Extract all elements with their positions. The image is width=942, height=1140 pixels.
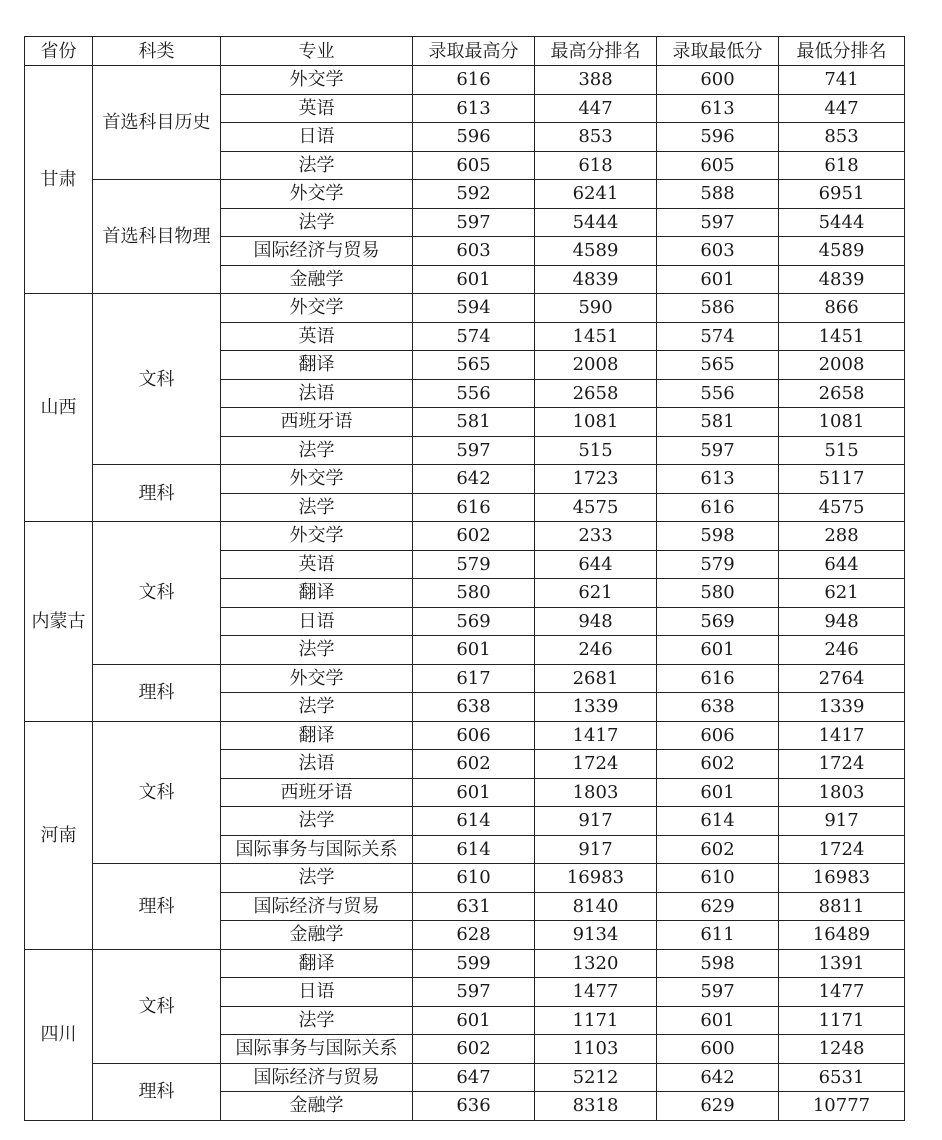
min-rank-cell: 246	[779, 636, 905, 665]
major-cell: 国际事务与国际关系	[221, 835, 413, 864]
min-rank-cell: 1477	[779, 978, 905, 1007]
min-rank-cell: 1417	[779, 721, 905, 750]
category-cell: 理科	[93, 465, 221, 522]
max-rank-cell: 246	[535, 636, 657, 665]
max-rank-cell: 16983	[535, 864, 657, 893]
max-score-cell: 602	[413, 1035, 535, 1064]
category-cell: 文科	[93, 949, 221, 1063]
max-score-cell: 617	[413, 664, 535, 693]
table-row	[25, 465, 905, 494]
min-rank-cell: 8811	[779, 892, 905, 921]
min-rank-cell: 10777	[779, 1092, 905, 1121]
min-score-cell: 601	[657, 636, 779, 665]
max-score-cell: 597	[413, 436, 535, 465]
major-cell: 法学	[221, 493, 413, 522]
header-category: 科类	[93, 37, 221, 66]
major-cell: 国际经济与贸易	[221, 892, 413, 921]
major-cell: 国际经济与贸易	[221, 1063, 413, 1092]
major-cell: 法学	[221, 208, 413, 237]
max-rank-cell: 9134	[535, 921, 657, 950]
max-rank-cell: 5212	[535, 1063, 657, 1092]
max-rank-cell: 1081	[535, 408, 657, 437]
max-rank-cell: 621	[535, 579, 657, 608]
max-rank-cell: 1723	[535, 465, 657, 494]
major-cell: 金融学	[221, 921, 413, 950]
major-cell: 法学	[221, 693, 413, 722]
max-rank-cell: 6241	[535, 180, 657, 209]
min-score-cell: 569	[657, 607, 779, 636]
min-rank-cell: 621	[779, 579, 905, 608]
major-cell: 西班牙语	[221, 778, 413, 807]
min-rank-cell: 853	[779, 123, 905, 152]
max-score-cell: 613	[413, 94, 535, 123]
max-score-cell: 574	[413, 322, 535, 351]
min-score-cell: 556	[657, 379, 779, 408]
major-cell: 翻译	[221, 721, 413, 750]
max-score-cell: 614	[413, 807, 535, 836]
min-score-cell: 600	[657, 66, 779, 95]
max-score-cell: 601	[413, 1006, 535, 1035]
max-score-cell: 601	[413, 778, 535, 807]
table-row	[25, 864, 905, 893]
major-cell: 法学	[221, 636, 413, 665]
min-rank-cell: 4839	[779, 265, 905, 294]
max-score-cell: 581	[413, 408, 535, 437]
min-score-cell: 600	[657, 1035, 779, 1064]
max-score-cell: 597	[413, 208, 535, 237]
max-score-cell: 601	[413, 636, 535, 665]
max-rank-cell: 4839	[535, 265, 657, 294]
min-score-cell: 579	[657, 550, 779, 579]
min-rank-cell: 5117	[779, 465, 905, 494]
max-score-cell: 594	[413, 294, 535, 323]
max-score-cell: 569	[413, 607, 535, 636]
major-cell: 法学	[221, 864, 413, 893]
min-rank-cell: 1803	[779, 778, 905, 807]
min-score-cell: 601	[657, 778, 779, 807]
min-rank-cell: 1081	[779, 408, 905, 437]
max-rank-cell: 1803	[535, 778, 657, 807]
major-cell: 外交学	[221, 66, 413, 95]
min-rank-cell: 288	[779, 522, 905, 551]
major-cell: 翻译	[221, 949, 413, 978]
min-rank-cell: 741	[779, 66, 905, 95]
max-rank-cell: 1417	[535, 721, 657, 750]
min-score-cell: 638	[657, 693, 779, 722]
max-score-cell: 616	[413, 493, 535, 522]
major-cell: 翻译	[221, 579, 413, 608]
major-cell: 法学	[221, 436, 413, 465]
table-row	[25, 949, 905, 978]
min-score-cell: 642	[657, 1063, 779, 1092]
min-rank-cell: 917	[779, 807, 905, 836]
major-cell: 英语	[221, 322, 413, 351]
min-rank-cell: 2658	[779, 379, 905, 408]
header-major: 专业	[221, 37, 413, 66]
min-score-cell: 574	[657, 322, 779, 351]
min-score-cell: 580	[657, 579, 779, 608]
major-cell: 外交学	[221, 465, 413, 494]
min-rank-cell: 866	[779, 294, 905, 323]
category-cell: 文科	[93, 294, 221, 465]
max-score-cell: 597	[413, 978, 535, 1007]
min-rank-cell: 4575	[779, 493, 905, 522]
max-score-cell: 638	[413, 693, 535, 722]
table-row	[25, 664, 905, 693]
max-score-cell: 636	[413, 1092, 535, 1121]
category-cell: 文科	[93, 522, 221, 665]
major-cell: 日语	[221, 607, 413, 636]
table-row	[25, 522, 905, 551]
table-row	[25, 1063, 905, 1092]
major-cell: 法语	[221, 379, 413, 408]
max-rank-cell: 1103	[535, 1035, 657, 1064]
max-score-cell: 603	[413, 237, 535, 266]
max-rank-cell: 5444	[535, 208, 657, 237]
min-rank-cell: 1724	[779, 750, 905, 779]
max-rank-cell: 515	[535, 436, 657, 465]
major-cell: 外交学	[221, 522, 413, 551]
min-score-cell: 597	[657, 436, 779, 465]
min-rank-cell: 16983	[779, 864, 905, 893]
category-cell: 首选科目历史	[93, 66, 221, 180]
province-cell: 山西	[25, 294, 93, 522]
category-cell: 理科	[93, 864, 221, 950]
min-score-cell: 613	[657, 465, 779, 494]
major-cell: 外交学	[221, 180, 413, 209]
min-score-cell: 597	[657, 978, 779, 1007]
max-rank-cell: 917	[535, 807, 657, 836]
category-cell: 理科	[93, 1063, 221, 1120]
admission-score-table	[24, 36, 905, 1121]
major-cell: 金融学	[221, 265, 413, 294]
max-rank-cell: 917	[535, 835, 657, 864]
min-rank-cell: 1451	[779, 322, 905, 351]
max-score-cell: 599	[413, 949, 535, 978]
max-rank-cell: 853	[535, 123, 657, 152]
major-cell: 法学	[221, 1006, 413, 1035]
table-row	[25, 180, 905, 209]
max-rank-cell: 590	[535, 294, 657, 323]
major-cell: 日语	[221, 978, 413, 1007]
min-score-cell: 606	[657, 721, 779, 750]
min-score-cell: 598	[657, 949, 779, 978]
min-rank-cell: 948	[779, 607, 905, 636]
max-rank-cell: 1451	[535, 322, 657, 351]
max-score-cell: 647	[413, 1063, 535, 1092]
max-rank-cell: 618	[535, 151, 657, 180]
max-score-cell: 614	[413, 835, 535, 864]
table-body	[25, 66, 905, 1121]
min-rank-cell: 1339	[779, 693, 905, 722]
max-score-cell: 616	[413, 66, 535, 95]
province-cell: 四川	[25, 949, 93, 1120]
min-rank-cell: 6951	[779, 180, 905, 209]
max-rank-cell: 388	[535, 66, 657, 95]
min-score-cell: 613	[657, 94, 779, 123]
header-min-score: 录取最低分	[657, 37, 779, 66]
header-max-rank: 最高分排名	[535, 37, 657, 66]
min-rank-cell: 2764	[779, 664, 905, 693]
major-cell: 英语	[221, 550, 413, 579]
min-rank-cell: 1724	[779, 835, 905, 864]
header-min-rank: 最低分排名	[779, 37, 905, 66]
max-rank-cell: 2658	[535, 379, 657, 408]
min-score-cell: 616	[657, 493, 779, 522]
province-cell: 甘肃	[25, 66, 93, 294]
major-cell: 法学	[221, 807, 413, 836]
min-score-cell: 588	[657, 180, 779, 209]
max-rank-cell: 948	[535, 607, 657, 636]
header-max-score: 录取最高分	[413, 37, 535, 66]
min-rank-cell: 5444	[779, 208, 905, 237]
min-score-cell: 610	[657, 864, 779, 893]
min-score-cell: 629	[657, 1092, 779, 1121]
max-score-cell: 602	[413, 750, 535, 779]
max-rank-cell: 2681	[535, 664, 657, 693]
max-rank-cell: 8140	[535, 892, 657, 921]
min-rank-cell: 447	[779, 94, 905, 123]
min-score-cell: 602	[657, 750, 779, 779]
min-rank-cell: 644	[779, 550, 905, 579]
min-rank-cell: 16489	[779, 921, 905, 950]
major-cell: 西班牙语	[221, 408, 413, 437]
min-score-cell: 605	[657, 151, 779, 180]
max-rank-cell: 8318	[535, 1092, 657, 1121]
min-score-cell: 601	[657, 265, 779, 294]
max-score-cell: 579	[413, 550, 535, 579]
min-score-cell: 597	[657, 208, 779, 237]
min-rank-cell: 1391	[779, 949, 905, 978]
table-row	[25, 66, 905, 95]
min-score-cell: 611	[657, 921, 779, 950]
max-rank-cell: 4575	[535, 493, 657, 522]
max-rank-cell: 1477	[535, 978, 657, 1007]
max-rank-cell: 1724	[535, 750, 657, 779]
min-score-cell: 598	[657, 522, 779, 551]
min-rank-cell: 2008	[779, 351, 905, 380]
max-rank-cell: 233	[535, 522, 657, 551]
major-cell: 金融学	[221, 1092, 413, 1121]
max-score-cell: 610	[413, 864, 535, 893]
major-cell: 法语	[221, 750, 413, 779]
max-score-cell: 580	[413, 579, 535, 608]
max-rank-cell: 1320	[535, 949, 657, 978]
max-score-cell: 628	[413, 921, 535, 950]
min-score-cell: 581	[657, 408, 779, 437]
max-rank-cell: 1171	[535, 1006, 657, 1035]
min-rank-cell: 618	[779, 151, 905, 180]
max-score-cell: 601	[413, 265, 535, 294]
min-score-cell: 603	[657, 237, 779, 266]
max-rank-cell: 447	[535, 94, 657, 123]
max-rank-cell: 2008	[535, 351, 657, 380]
min-rank-cell: 1248	[779, 1035, 905, 1064]
category-cell: 理科	[93, 664, 221, 721]
max-rank-cell: 1339	[535, 693, 657, 722]
min-score-cell: 602	[657, 835, 779, 864]
max-score-cell: 592	[413, 180, 535, 209]
max-score-cell: 556	[413, 379, 535, 408]
max-score-cell: 606	[413, 721, 535, 750]
min-score-cell: 596	[657, 123, 779, 152]
min-score-cell: 616	[657, 664, 779, 693]
province-cell: 内蒙古	[25, 522, 93, 722]
table-row	[25, 294, 905, 323]
min-score-cell: 601	[657, 1006, 779, 1035]
max-score-cell: 642	[413, 465, 535, 494]
header-province: 省份	[25, 37, 93, 66]
max-score-cell: 596	[413, 123, 535, 152]
max-score-cell: 565	[413, 351, 535, 380]
major-cell: 翻译	[221, 351, 413, 380]
max-rank-cell: 644	[535, 550, 657, 579]
category-cell: 文科	[93, 721, 221, 864]
header-row	[25, 37, 905, 66]
max-score-cell: 605	[413, 151, 535, 180]
major-cell: 外交学	[221, 294, 413, 323]
major-cell: 国际经济与贸易	[221, 237, 413, 266]
major-cell: 国际事务与国际关系	[221, 1035, 413, 1064]
max-rank-cell: 4589	[535, 237, 657, 266]
major-cell: 外交学	[221, 664, 413, 693]
major-cell: 英语	[221, 94, 413, 123]
min-rank-cell: 4589	[779, 237, 905, 266]
category-cell: 首选科目物理	[93, 180, 221, 294]
min-rank-cell: 515	[779, 436, 905, 465]
min-score-cell: 565	[657, 351, 779, 380]
min-rank-cell: 6531	[779, 1063, 905, 1092]
max-score-cell: 602	[413, 522, 535, 551]
major-cell: 日语	[221, 123, 413, 152]
max-score-cell: 631	[413, 892, 535, 921]
min-score-cell: 629	[657, 892, 779, 921]
min-score-cell: 586	[657, 294, 779, 323]
min-score-cell: 614	[657, 807, 779, 836]
min-rank-cell: 1171	[779, 1006, 905, 1035]
major-cell: 法学	[221, 151, 413, 180]
province-cell: 河南	[25, 721, 93, 949]
table-row	[25, 721, 905, 750]
